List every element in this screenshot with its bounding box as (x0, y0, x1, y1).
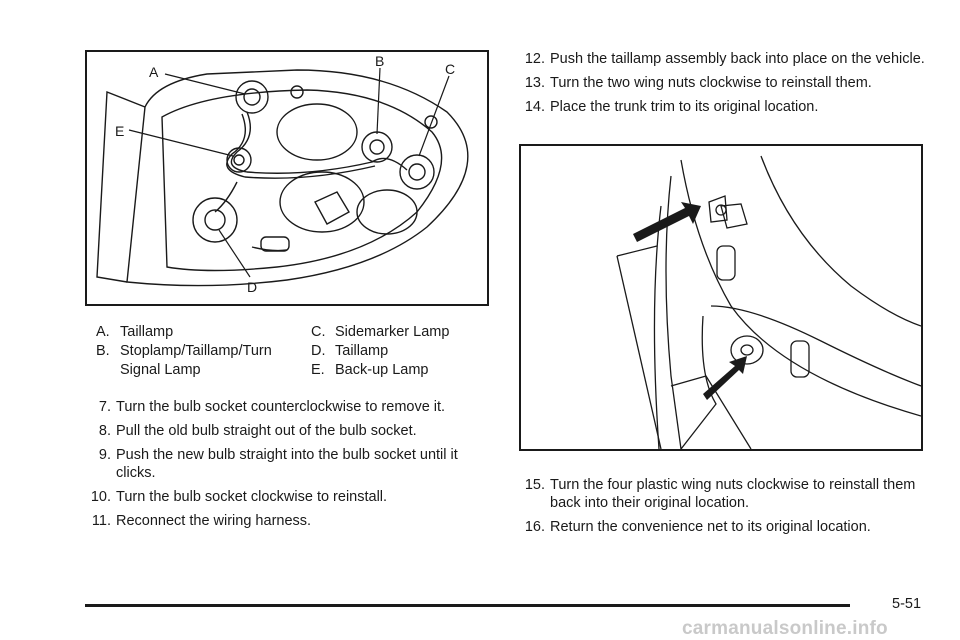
step-number: 9. (98, 447, 111, 463)
legend-item (311, 323, 511, 342)
step-number: 14. (524, 99, 545, 115)
trunk-wing-nut-figure (519, 144, 923, 451)
callout-a: A (149, 64, 159, 80)
taillamp-drawing (87, 52, 487, 304)
step-text: Reconnect the wiring harness. (116, 513, 312, 529)
step-number: 16. (524, 519, 545, 535)
callout-c: C (445, 61, 456, 77)
step-number: 11. (91, 513, 111, 529)
step-text: Pull the old bulb straight out of the bulb socket. (116, 423, 417, 439)
legend-column-left (96, 323, 296, 380)
legend-item (311, 361, 511, 380)
footer-rule (85, 604, 850, 607)
steps-right-bottom (520, 476, 930, 542)
step-number: 8. (98, 423, 111, 439)
steps-left-column (86, 398, 496, 536)
step-text: Return the convenience net to its original location. (550, 519, 871, 535)
taillamp-figure (85, 50, 489, 306)
trunk-drawing (521, 146, 921, 449)
legend-item (96, 323, 296, 342)
page-number: 5-51 (892, 596, 922, 612)
steps-right-top (520, 50, 930, 122)
step-item (520, 50, 930, 68)
legend-item (96, 342, 296, 361)
legend-label: Sidemarker Lamp (335, 324, 450, 340)
step-number: 13. (524, 75, 545, 91)
step-text: Push the new bulb straight into the bulb socket until it clicks. (116, 447, 458, 481)
step-text: Turn the bulb socket clockwise to reinstall. (116, 489, 388, 505)
step-number: 7. (98, 399, 111, 415)
legend-label: Signal Lamp (120, 362, 201, 378)
legend-key: C. (311, 324, 326, 340)
step-item (520, 476, 930, 512)
legend-label: Back-up Lamp (335, 362, 429, 378)
step-number: 12. (524, 51, 545, 67)
step-item (86, 512, 496, 530)
legend-key: A. (96, 324, 110, 340)
step-item (86, 446, 496, 482)
step-item (520, 74, 930, 92)
step-text: Place the trunk trim to its original location. (550, 99, 819, 115)
step-text: Turn the two wing nuts clockwise to reinstall them. (550, 75, 872, 91)
legend-label: Stoplamp/Taillamp/Turn (120, 343, 272, 359)
step-text: Turn the bulb socket counterclockwise to remove it. (116, 399, 446, 415)
legend-key: D. (311, 343, 326, 359)
callout-e: E (115, 123, 125, 139)
step-text: Push the taillamp assembly back into place on the vehicle. (550, 51, 925, 67)
legend-key: B. (96, 343, 110, 359)
legend-column-right (311, 323, 511, 380)
step-item (520, 98, 930, 116)
step-item (86, 398, 496, 416)
legend-item (311, 342, 511, 361)
legend-item (96, 361, 296, 380)
legend-label: Taillamp (120, 324, 174, 340)
step-item (86, 488, 496, 506)
callout-b: B (375, 53, 385, 69)
legend-key: E. (311, 362, 325, 378)
step-text: Turn the four plastic wing nuts clockwise to reinstall them back into their original location. (550, 477, 916, 511)
step-number: 10. (90, 489, 111, 505)
legend-label: Taillamp (335, 343, 389, 359)
watermark: carmanualsonline.info (682, 618, 888, 639)
step-item (520, 518, 930, 536)
step-number: 15. (524, 477, 545, 493)
callout-d: D (247, 279, 258, 295)
step-item (86, 422, 496, 440)
